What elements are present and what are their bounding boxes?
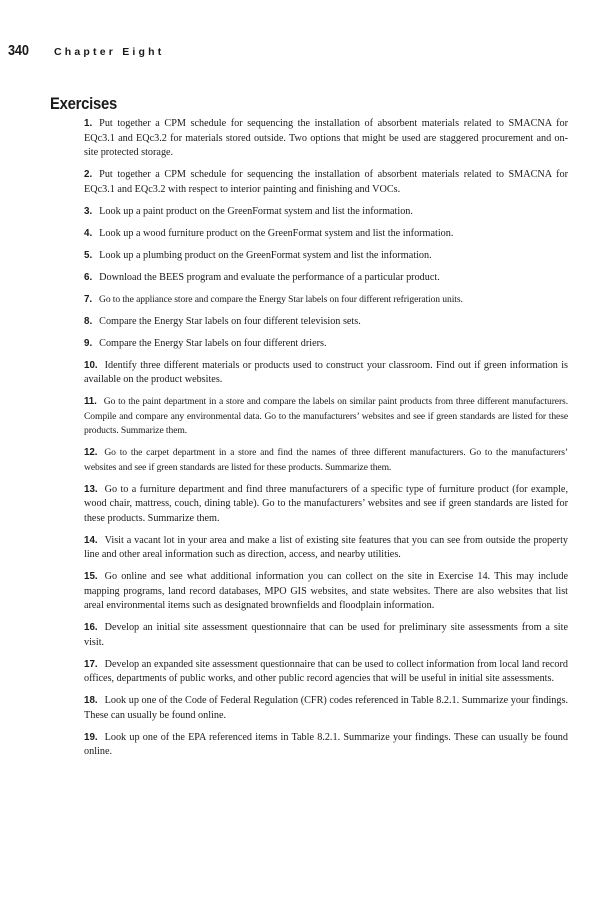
exercise-number: 4. [84,227,93,239]
exercise-text: Go to the carpet department in a store and find the names of three different manufacturers. Go to the manufacturers’ websites and see if green standards are listed for these products. Summarize them. [84,447,568,473]
chapter-title: Chapter Eight [54,46,165,58]
exercise-number: 13. [84,483,98,495]
exercise-7 [84,293,568,308]
exercise-number: 10. [84,359,98,371]
exercise-3 [84,205,568,220]
exercise-number: 3. [84,205,93,217]
exercise-16 [84,621,568,650]
exercise-number: 2. [84,169,93,180]
exercise-1 [84,117,568,161]
exercise-11 [84,395,568,439]
exercise-number: 19. [84,731,98,743]
page-number: 340 [8,42,29,59]
exercise-text: Compare the Energy Star labels on four different television sets. [99,315,361,327]
exercise-17 [84,658,568,687]
exercise-12 [84,446,568,475]
running-head [8,42,164,66]
exercise-number: 12. [84,447,98,458]
exercise-number: 9. [84,337,93,349]
exercise-10 [84,359,568,388]
exercise-number: 8. [84,315,93,327]
exercise-text: Go to the paint department in a store and compare the labels on similar paint products from three different manufacturers. Compile and compare any environmental data. Go to the manufacturers’ websites and see if green standards are listed for these products. Summarize them. [84,396,568,436]
exercise-6 [84,271,568,286]
exercise-19 [84,731,568,760]
exercise-text: Identify three different materials or products used to construct your classroom. Find out if green information is available on the product websites. [84,359,568,385]
exercise-number: 17. [84,658,98,670]
exercise-18 [84,694,568,723]
exercise-text: Put together a CPM schedule for sequencing the installation of absorbent materials related to SMACNA for EQc3.1 and EQc3.2 with respect to interior painting and finishing and VOCs. [84,169,568,195]
exercise-number: 11. [84,396,97,407]
exercise-text: Develop an initial site assessment questionnaire that can be used for preliminary site assessments from a site visit. [84,622,568,648]
exercise-text: Put together a CPM schedule for sequencing the installation of absorbent materials related to SMACNA for EQc3.1 and EQc3.2 for materials stored outside. Two options that might be used are staggered procurement and on-site protected storage. [84,118,568,158]
exercise-number: 14. [84,534,98,546]
exercise-number: 7. [84,293,92,305]
exercise-number: 5. [84,249,93,261]
exercise-number: 16. [84,622,98,633]
exercise-8 [84,315,568,330]
exercise-2 [84,168,568,197]
exercise-text: Go online and see what additional information you can collect on the site in Exercise 14. This may include mapping programs, land record databases, MPO GIS websites, and state websites. There are also websites that list areal environmental items such as designated brownfields and floodplain information. [84,571,568,611]
exercise-number: 15. [84,571,98,582]
exercise-15 [84,570,568,614]
exercise-4 [84,227,568,242]
exercise-5 [84,249,568,264]
exercise-text: Look up a paint product on the GreenFormat system and list the information. [99,205,413,217]
exercise-9 [84,337,568,352]
exercise-number: 1. [84,118,93,129]
exercise-text: Download the BEES program and evaluate the performance of a particular product. [99,271,440,283]
section-title: Exercises [50,95,117,113]
exercise-text: Develop an expanded site assessment questionnaire that can be used to collect information from local land record offices, departments of public works, and other public record agencies that will be useful in initial site assessments. [84,658,568,684]
exercise-14 [84,534,568,563]
exercise-number: 18. [84,695,98,706]
exercise-list [84,117,568,767]
exercise-text: Visit a vacant lot in your area and make a list of existing site features that you can see from outside the property line and other areal information such as direction, access, and nearby utilities. [84,534,568,560]
exercise-text: Look up a plumbing product on the GreenFormat system and list the information. [99,249,432,261]
exercise-text: Look up a wood furniture product on the GreenFormat system and list the information. [99,227,454,239]
exercise-13 [84,483,568,527]
exercise-text: Compare the Energy Star labels on four different driers. [99,337,327,349]
exercise-number: 6. [84,271,93,283]
exercise-text: Go to a furniture department and find three manufacturers of a specific type of furniture product (for example, wood chair, mattress, couch, dining table). Go to the manufacturers’ websites and see if green standards are listed for these products. Summarize them. [84,483,568,524]
exercise-text: Look up one of the EPA referenced items in Table 8.2.1. Summarize your findings. These can usually be found online. [84,731,568,757]
exercise-text: Go to the appliance store and compare the Energy Star labels on four different refrigeration units. [98,293,463,305]
exercise-text: Look up one of the Code of Federal Regulation (CFR) codes referenced in Table 8.2.1. Summarize your findings. These can usually be found online. [84,695,568,721]
